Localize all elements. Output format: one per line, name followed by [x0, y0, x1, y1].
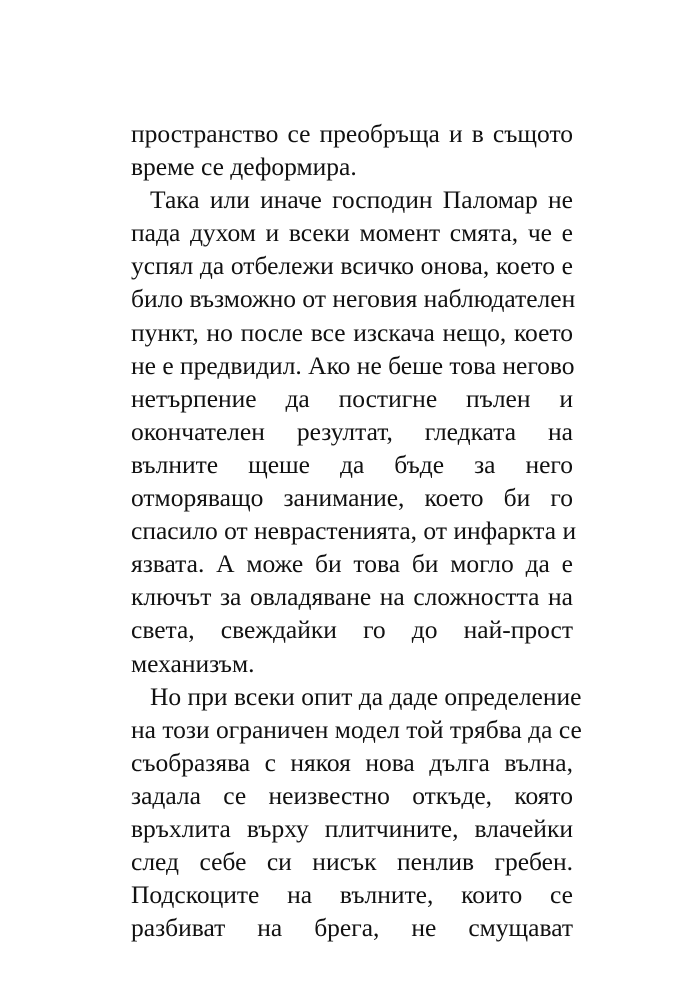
text-line: разбиват на брега, не смущават — [131, 913, 573, 943]
text-line: след себе си нисък пенлив гребен. — [131, 847, 573, 877]
text-line: пункт, но после все изскача нещо, което — [131, 317, 573, 347]
text-line: успял да отбележи всичко онова, което е — [131, 251, 573, 281]
text-line: язвата. А може би това би могло да е — [131, 549, 573, 579]
text-line: на този ограничен модел той трябва да се — [131, 714, 582, 744]
text-line: отморяващо занимание, което би го — [131, 483, 573, 513]
text-line: ключът за овладяване на сложността на — [131, 582, 573, 612]
text-line: окончателен резултат, гледката на — [131, 416, 573, 446]
text-line: задала се неизвестно откъде, която — [131, 780, 573, 810]
body-text — [131, 117, 582, 944]
text-line: вълните щеше да бъде за него — [131, 449, 573, 479]
text-line: Така или иначе господин Паломар не — [150, 185, 573, 215]
text-line: механизъм. — [131, 648, 255, 678]
text-line: Но при всеки опит да даде определение — [150, 681, 582, 711]
text-line: било възможно от неговия наблюдателен — [131, 284, 576, 314]
text-line: света, свеждайки го до най-прост — [131, 615, 573, 645]
text-line: пространство се преобръща и в същото — [131, 119, 573, 148]
text-line: връхлита върху плитчините, влачейки — [131, 813, 573, 843]
text-line: съобразява с някоя нова дълга вълна, — [131, 747, 573, 777]
text-line: нетърпение да постигне пълен и — [131, 383, 573, 413]
text-line: не е предвидил. Ако не беше това негово — [131, 350, 575, 380]
text-line: пада духом и всеки момент смята, че е — [131, 218, 573, 248]
text-line: спасило от неврастенията, от инфаркта и — [131, 516, 577, 546]
text-line: Подскоците на вълните, които се — [131, 880, 573, 910]
text-line: време се деформира. — [131, 152, 357, 182]
